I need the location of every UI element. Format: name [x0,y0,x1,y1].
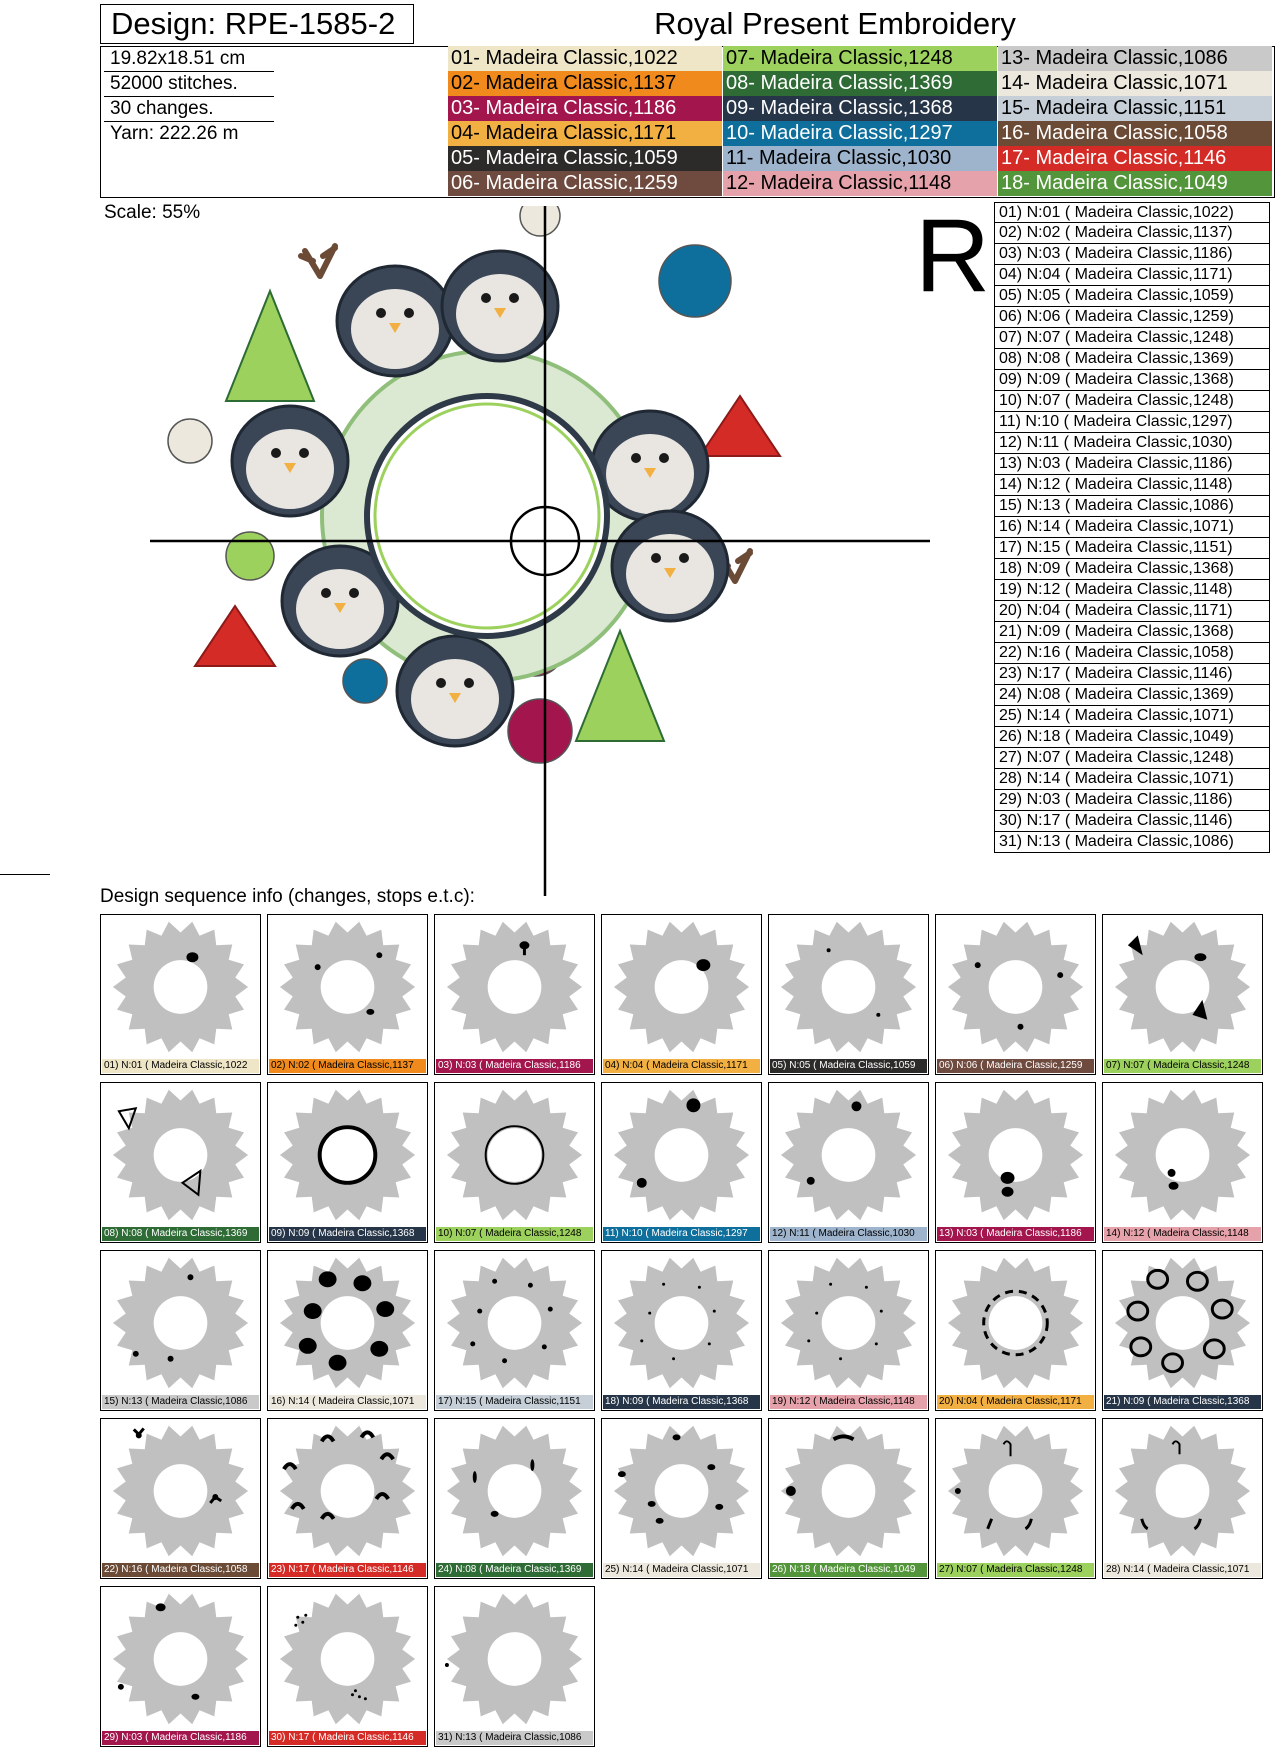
tile-preview [1103,1419,1262,1563]
silhouette-hole [488,1296,542,1350]
sequence-row: 11) N:10 ( Madeira Classic,1297) [994,412,1270,433]
tile-preview [769,915,928,1059]
sequence-tile [100,1418,261,1579]
tile-preview [936,1251,1095,1395]
stitch-region-m4 [696,959,710,971]
sequence-row: 05) N:05 ( Madeira Classic,1059) [994,286,1270,307]
silhouette-hole [655,1128,709,1182]
palette-thread-11: 11- Madeira Classic,1030 [723,146,997,171]
sequence-row: 28) N:14 ( Madeira Classic,1071) [994,769,1270,790]
sequence-tile [601,1418,762,1579]
sequence-row: 31) N:13 ( Madeira Classic,1086) [994,832,1270,853]
tile-label: 20) N:04 ( Madeira Classic,1171 [937,1395,1094,1409]
tile-preview [268,1419,427,1563]
sequence-row: 30) N:17 ( Madeira Classic,1146) [994,811,1270,832]
tile-preview [268,1083,427,1227]
tile-preview [1103,1083,1262,1227]
tile-label: 11) N:10 ( Madeira Classic,1297 [603,1227,760,1241]
sequence-row: 21) N:09 ( Madeira Classic,1368) [994,622,1270,643]
sequence-row: 18) N:09 ( Madeira Classic,1368) [994,559,1270,580]
palette-thread-16: 16- Madeira Classic,1058 [998,121,1272,146]
sequence-row: 29) N:03 ( Madeira Classic,1186) [994,790,1270,811]
thread-palette [448,46,1272,198]
palette-thread-06: 06- Madeira Classic,1259 [448,171,722,196]
sequence-tile [935,1082,1096,1243]
company-title: Royal Present Embroidery [654,6,1016,41]
sequence-tile [267,1418,428,1579]
tile-preview [769,1419,928,1563]
tile-preview [435,915,594,1059]
tile-label: 08) N:08 ( Madeira Classic,1369 [102,1227,259,1241]
tile-preview [602,915,761,1059]
tile-label: 31) N:13 ( Madeira Classic,1086 [436,1731,593,1745]
palette-thread-13: 13- Madeira Classic,1086 [998,46,1272,71]
penguin-figure [442,251,558,361]
palette-thread-17: 17- Madeira Classic,1146 [998,146,1272,171]
penguin-figure [337,266,453,376]
tile-label: 09) N:09 ( Madeira Classic,1368 [269,1227,426,1241]
tile-label: 17) N:15 ( Madeira Classic,1151 [436,1395,593,1409]
ornament-ball [659,245,731,317]
sequence-tile [935,1250,1096,1411]
palette-thread-14: 14- Madeira Classic,1071 [998,71,1272,96]
ornament-ball [508,699,572,763]
palette-thread-05: 05- Madeira Classic,1059 [448,146,722,171]
color-changes: 30 changes. [104,97,274,122]
penguin-wreath-artwork [168,206,780,763]
tile-label: 02) N:02 ( Madeira Classic,1137 [269,1059,426,1073]
palette-thread-18: 18- Madeira Classic,1049 [998,171,1272,196]
tile-preview [435,1251,594,1395]
silhouette-hole [655,1296,709,1350]
tile-label: 05) N:05 ( Madeira Classic,1059 [770,1059,927,1073]
sequence-row: 09) N:09 ( Madeira Classic,1368) [994,370,1270,391]
tile-preview [769,1251,928,1395]
sequence-tile [768,1082,929,1243]
sequence-row: 20) N:04 ( Madeira Classic,1171) [994,601,1270,622]
santa-hat [700,396,780,456]
silhouette-hole [321,960,375,1014]
ornament-ball [226,532,274,580]
tile-preview [268,1587,427,1731]
palette-thread-01: 01- Madeira Classic,1022 [448,46,722,71]
sequence-tile [1102,1418,1263,1579]
hoop-letter: R [915,198,991,314]
sequence-tile [768,1250,929,1411]
sequence-tile [434,1250,595,1411]
tile-preview [1103,915,1262,1059]
silhouette-hole [989,1296,1043,1350]
tile-label: 16) N:14 ( Madeira Classic,1071 [269,1395,426,1409]
sequence-tile [267,1082,428,1243]
tile-preview [101,1083,260,1227]
palette-thread-15: 15- Madeira Classic,1151 [998,96,1272,121]
silhouette-hole [822,1464,876,1518]
sequence-tile [601,1250,762,1411]
sequence-tile [434,1082,595,1243]
penguin-figure [397,636,513,746]
tile-preview [268,1251,427,1395]
sequence-tile [434,1418,595,1579]
silhouette-hole [1156,1296,1210,1350]
tile-preview [1103,1251,1262,1395]
tile-label: 21) N:09 ( Madeira Classic,1368 [1104,1395,1261,1409]
palette-thread-04: 04- Madeira Classic,1171 [448,121,722,146]
palette-thread-10: 10- Madeira Classic,1297 [723,121,997,146]
tile-label: 28) N:14 ( Madeira Classic,1071 [1104,1563,1261,1577]
tile-preview [268,915,427,1059]
sequence-tile [1102,914,1263,1075]
sequence-row: 10) N:07 ( Madeira Classic,1248) [994,391,1270,412]
sequence-tile [267,1586,428,1747]
tile-label: 03) N:03 ( Madeira Classic,1186 [436,1059,593,1073]
design-preview [150,206,930,896]
sequence-tile [1102,1082,1263,1243]
tile-label: 24) N:08 ( Madeira Classic,1369 [436,1563,593,1577]
sequence-tile [935,1418,1096,1579]
sequence-row: 04) N:04 ( Madeira Classic,1171) [994,265,1270,286]
penguin-figure [232,406,348,516]
silhouette-hole [488,960,542,1014]
tile-label: 18) N:09 ( Madeira Classic,1368 [603,1395,760,1409]
sequence-row: 06) N:06 ( Madeira Classic,1259) [994,307,1270,328]
sequence-row: 26) N:18 ( Madeira Classic,1049) [994,727,1270,748]
divider-mark [0,874,50,875]
tile-preview [101,1251,260,1395]
santa-hat [195,606,275,666]
silhouette-hole [154,1296,208,1350]
palette-thread-07: 07- Madeira Classic,1248 [723,46,997,71]
silhouette-hole [989,1464,1043,1518]
palette-thread-03: 03- Madeira Classic,1186 [448,96,722,121]
palette-thread-08: 08- Madeira Classic,1369 [723,71,997,96]
palette-thread-12: 12- Madeira Classic,1148 [723,171,997,196]
tile-label: 26) N:18 ( Madeira Classic,1049 [770,1563,927,1577]
tile-preview [936,1419,1095,1563]
sequence-tile [768,1418,929,1579]
tile-label: 14) N:12 ( Madeira Classic,1148 [1104,1227,1261,1241]
silhouette-hole [822,1128,876,1182]
silhouette-hole [154,960,208,1014]
silhouette-hole [488,1128,542,1182]
tile-label: 15) N:13 ( Madeira Classic,1086 [102,1395,259,1409]
reindeer-antler [301,246,335,276]
sequence-row: 17) N:15 ( Madeira Classic,1151) [994,538,1270,559]
sequence-row: 24) N:08 ( Madeira Classic,1369) [994,685,1270,706]
silhouette-hole [321,1632,375,1686]
silhouette-hole [488,1632,542,1686]
sequence-row: 19) N:12 ( Madeira Classic,1148) [994,580,1270,601]
silhouette-hole [1156,1128,1210,1182]
silhouette-hole [1156,1464,1210,1518]
sequence-tile [768,914,929,1075]
tile-preview [602,1083,761,1227]
sequence-row: 22) N:16 ( Madeira Classic,1058) [994,643,1270,664]
sequence-tile [100,1250,261,1411]
sequence-row: 08) N:08 ( Madeira Classic,1369) [994,349,1270,370]
sequence-row: 23) N:17 ( Madeira Classic,1146) [994,664,1270,685]
tile-preview [602,1419,761,1563]
stitch-region-m1 [186,952,198,962]
silhouette-hole [488,1464,542,1518]
silhouette-hole [822,960,876,1014]
sequence-row: 16) N:14 ( Madeira Classic,1071) [994,517,1270,538]
tile-label: 23) N:17 ( Madeira Classic,1146 [269,1563,426,1577]
sequence-tile [1102,1250,1263,1411]
sequence-tile [935,914,1096,1075]
tile-label: 10) N:07 ( Madeira Classic,1248 [436,1227,593,1241]
tile-label: 01) N:01 ( Madeira Classic,1022 [102,1059,259,1073]
ornament-ball [168,419,212,463]
sequence-row: 07) N:07 ( Madeira Classic,1248) [994,328,1270,349]
stitch-sequence-list [994,202,1270,853]
silhouette-hole [989,1128,1043,1182]
sequence-row: 12) N:11 ( Madeira Classic,1030) [994,433,1270,454]
silhouette-hole [989,960,1043,1014]
sequence-tile [434,1586,595,1747]
tile-preview [936,915,1095,1059]
palette-thread-09: 09- Madeira Classic,1368 [723,96,997,121]
sequence-tile [100,914,261,1075]
sequence-tile [434,914,595,1075]
tile-preview [101,1587,260,1731]
sequence-tile [100,1586,261,1747]
sequence-tile [267,1250,428,1411]
silhouette-hole [822,1296,876,1350]
sequence-row: 13) N:03 ( Madeira Classic,1186) [994,454,1270,475]
sequence-tile [601,1082,762,1243]
sequence-info-title: Design sequence info (changes, stops e.t.c): [100,886,475,907]
tile-preview [435,1419,594,1563]
tile-preview [101,915,260,1059]
scale-label: Scale: 55% [104,202,201,223]
tile-label: 06) N:06 ( Madeira Classic,1259 [937,1059,1094,1073]
sequence-row: 02) N:02 ( Madeira Classic,1137) [994,223,1270,244]
silhouette-hole [321,1464,375,1518]
stitch-region-m31 [445,1663,449,1667]
silhouette-hole [321,1296,375,1350]
tile-preview [769,1083,928,1227]
design-title: Design: RPE-1585-2 [100,4,414,44]
tile-label: 19) N:12 ( Madeira Classic,1148 [770,1395,927,1409]
tile-preview [936,1083,1095,1227]
sequence-tile [601,914,762,1075]
tile-label: 22) N:16 ( Madeira Classic,1058 [102,1563,259,1577]
tile-label: 27) N:07 ( Madeira Classic,1248 [937,1563,1094,1577]
sequence-row: 03) N:03 ( Madeira Classic,1186) [994,244,1270,265]
tile-label: 07) N:07 ( Madeira Classic,1248 [1104,1059,1261,1073]
monogram-center [367,396,607,636]
sequence-row: 01) N:01 ( Madeira Classic,1022) [994,202,1270,223]
tile-label: 13) N:03 ( Madeira Classic,1186 [937,1227,1094,1241]
silhouette-hole [154,1464,208,1518]
penguin-figure [612,511,728,621]
ornament-ball [520,206,560,236]
stitch-count: 52000 stitches. [104,72,274,97]
tile-label: 12) N:11 ( Madeira Classic,1030 [770,1227,927,1241]
sequence-row: 25) N:14 ( Madeira Classic,1071) [994,706,1270,727]
design-size: 19.82x18.51 cm [104,47,274,72]
silhouette-hole [655,1464,709,1518]
palette-thread-02: 02- Madeira Classic,1137 [448,71,722,96]
tile-label: 30) N:17 ( Madeira Classic,1146 [269,1731,426,1745]
sequence-tile [267,914,428,1075]
tile-label: 25) N:14 ( Madeira Classic,1071 [603,1563,760,1577]
ornament-ball [343,659,387,703]
sequence-tile [100,1082,261,1243]
sequence-row: 15) N:13 ( Madeira Classic,1086) [994,496,1270,517]
yarn-length: Yarn: 222.26 m [110,123,239,144]
sequence-row: 27) N:07 ( Madeira Classic,1248) [994,748,1270,769]
tile-preview [602,1251,761,1395]
silhouette-hole [154,1632,208,1686]
tile-label: 04) N:04 ( Madeira Classic,1171 [603,1059,760,1073]
tile-preview [435,1587,594,1731]
tile-preview [101,1419,260,1563]
tile-preview [435,1083,594,1227]
tile-label: 29) N:03 ( Madeira Classic,1186 [102,1731,259,1745]
christmas-tree [226,291,314,401]
sequence-row: 14) N:12 ( Madeira Classic,1148) [994,475,1270,496]
